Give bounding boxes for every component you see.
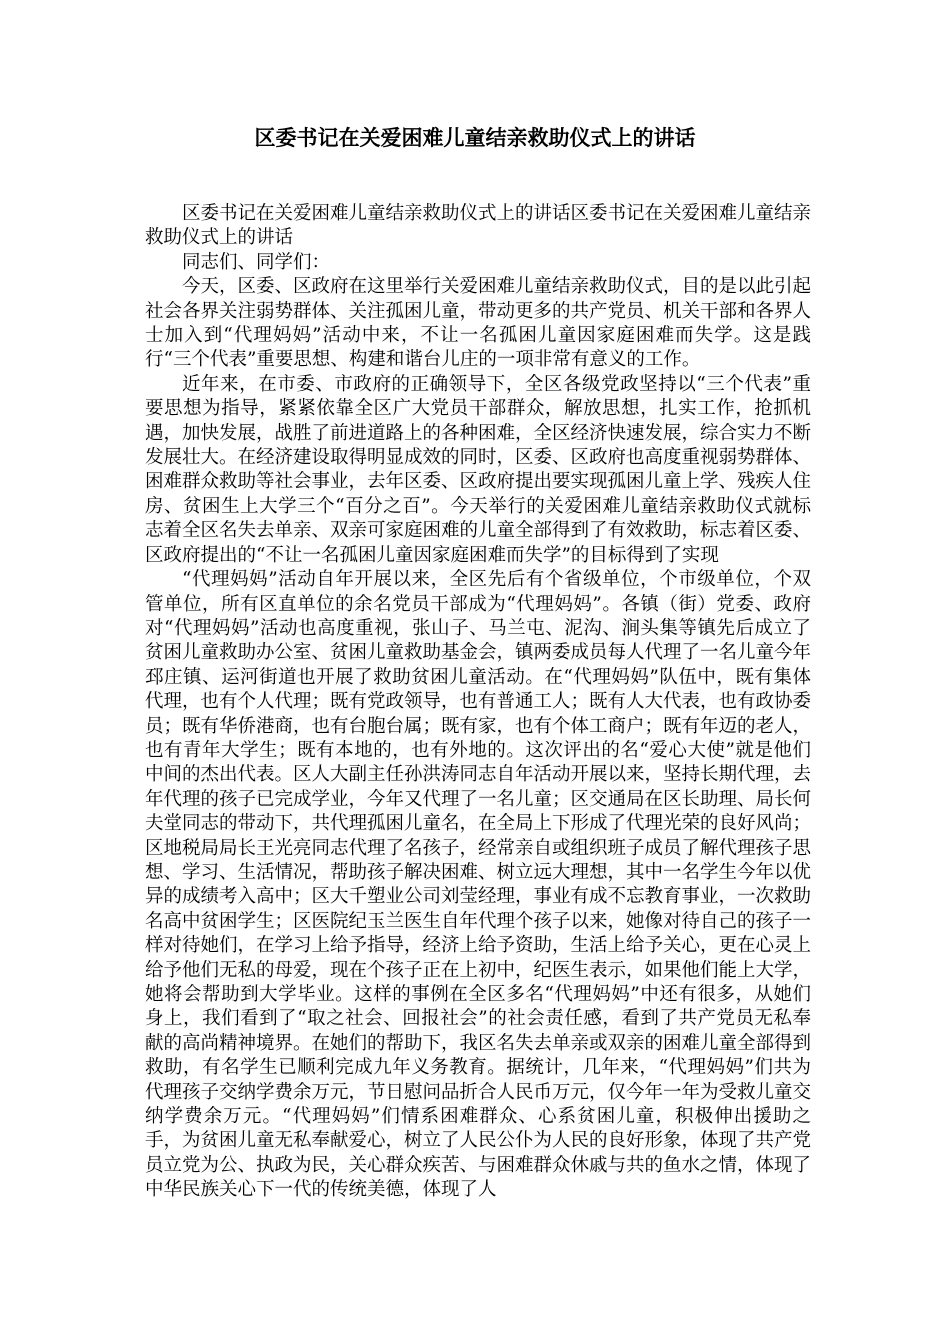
paragraph-intro: 今天，区委、区政府在这里举行关爱困难儿童结亲救助仪式，目的是以此引起社会各界关注弱势群体、关注孤困儿童，带动更多的共产党员、机关干部和各界人士加入到“代理妈妈”活动中来，不让一名孤困儿童因家庭困难而失学。这是践行“三个代表”重要思想、构建和谐台儿庄的一项非常有意义的工作。 [145, 276, 812, 371]
paragraph-activity-details: “代理妈妈”活动自年开展以来，全区先后有个省级单位，个市级单位，个双管单位，所有区直单位的余名党员干部成为“代理妈妈”。各镇（街）党委、政府对“代理妈妈”活动也高度重视，张山子、马兰屯、泥沟、涧头集等镇先后成立了贫困儿童救助办公室、贫困儿童救助基金会，镇两委成员每人代理了一名儿童今年邳庄镇、运河街道也开展了救助贫困儿童活动。在“代理妈妈”队伍中，既有集体代理，也有个人代理；既有党政领导，也有普通工人；既有人大代表，也有政协委员；既有华侨港商，也有台胞台属；既有家，也有个体工商户；既有年迈的老人，也有青年大学生；既有本地的，也有外地的。这次评出的名“爱心大使”就是他们中间的杰出代表。区人大副主任孙洪涛同志自年活动开展以来，坚持长期代理，去年代理的孩子已完成学业，今年又代理了一名儿童；区交通局在区长助理、局长何夫堂同志的带动下，共代理孤困儿童名，在全局上下形成了代理光荣的良好风尚；区地税局局长王光亮同志代理了名孩子，经常亲自或组织班子成员了解代理孩子思想、学习、生活情况，帮助孩子解决困难、树立远大理想，其中一名学生今年以优异的成绩考入高中；区大千塑业公司刘莹经理，事业有成不忘教育事业，一次救助名高中贫困学生；区医院纪玉兰医生自年代理个孩子以来，她像对待自己的孩子一样对待她们，在学习上给予指导，经济上给予资助，生活上给予关心，更在心灵上给予他们无私的母爱，现在个孩子正在上初中，纪医生表示，如果他们能上大学，她将会帮助到大学毕业。这样的事例在全区多名“代理妈妈”中还有很多，从她们身上，我们看到了“取之社会、回报社会”的社会责任感，看到了共产党员无私奉献的高尚精神境界。在她们的帮助下，我区名失去单亲或双亲的困难儿童全部得到救助，有名学生已顺利完成九年义务教育。据统计，几年来，“代理妈妈”们共为代理孩子交纳学费余万元，节日慰问品折合人民币万元，仅今年一年为受救儿童交纳学费余万元。“代理妈妈”们情系困难群众、心系贫困儿童，积极伸出援助之手，为贫困儿童无私奉献爱心，树立了人民公仆为人民的良好形象，体现了共产党员立党为公、执政为民，关心群众疾苦、与困难群众休戚与共的鱼水之情，体现了中华民族关心下一代的传统美德，体现了人 [145, 569, 812, 1201]
document-body [145, 202, 811, 1203]
paragraph-background: 近年来，在市委、市政府的正确领导下，全区各级党政坚持以“三个代表”重要思想为指导，紧紧依靠全区广大党员干部群众，解放思想，扎实工作，抢抓机遇，加快发展，战胜了前进道路上的各种困难，全区经济快速发展，综合实力不断发展壮大。在经济建设取得明显成效的同时，区委、区政府也高度重视弱势群体、困难群众救助等社会事业，去年区委、区政府提出要实现孤困儿童上学、残疾人住房、贫困生上大学三个“百分之百”。今天举行的关爱困难儿童结亲救助仪式就标志着全区名失去单亲、双亲可家庭困难的儿童全部得到了有效救助，标志着区委、区政府提出的“不让一名孤困儿童因家庭困难而失学”的目标得到了实现 [145, 373, 812, 566]
document-title: 区委书记在关爱困难儿童结亲救助仪式上的讲话 [254, 126, 696, 150]
paragraph-heading-repeat: 区委书记在关爱困难儿童结亲救助仪式上的讲话区委书记在关爱困难儿童结亲救助仪式上的讲话 [145, 203, 812, 249]
paragraph-salutation: 同志们、同学们： [182, 251, 331, 273]
